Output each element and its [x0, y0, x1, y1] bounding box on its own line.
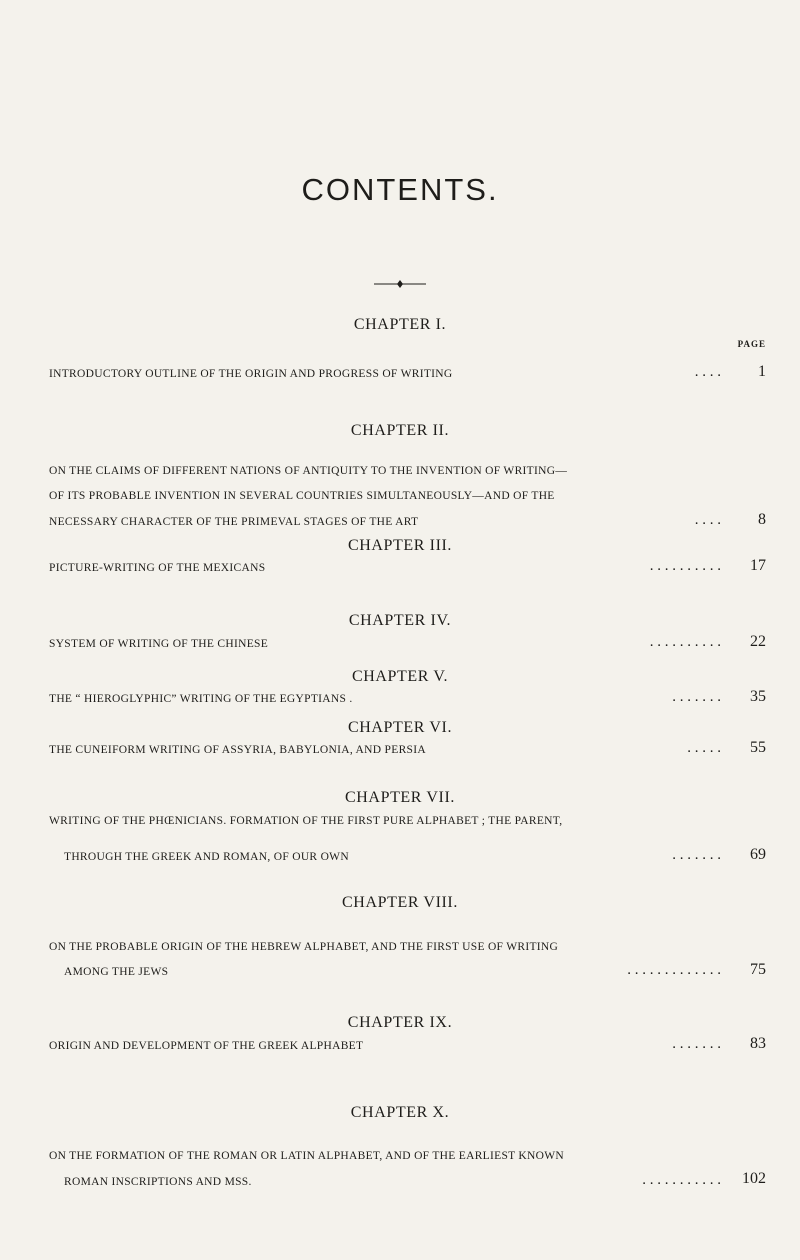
diamond-rule-ornament	[370, 278, 430, 290]
entry-text-line: PICTURE-WRITING OF THE MEXICANS . . . . . . . . . .	[49, 558, 721, 574]
dot-leaders: . . . . . . .	[672, 1036, 721, 1052]
chapter-heading: CHAPTER IX.	[347, 1014, 453, 1031]
dot-leaders: . . . . . . . . . .	[649, 634, 721, 650]
page-number: 35	[750, 688, 766, 705]
dot-leaders: . . . . .	[687, 740, 721, 756]
entry-text-line: ORIGIN AND DEVELOPMENT OF THE GREEK ALPHABET . . . . . . .	[49, 1036, 721, 1052]
chapter-heading: CHAPTER I.	[353, 316, 447, 333]
page-number: 22	[750, 633, 766, 650]
dot-leaders: . . . . . . .	[672, 847, 721, 863]
entry-text-line: AMONG THE JEWS . . . . . . . . . . . . .	[64, 962, 721, 978]
dot-leaders: . . . . . . . . . .	[649, 558, 721, 574]
page-number: 8	[758, 511, 766, 528]
entry-text-line: INTRODUCTORY OUTLINE OF THE ORIGIN AND PROGRESS OF WRITING . . . .	[49, 364, 721, 380]
page-number: 69	[750, 846, 766, 863]
entry-text-line: THE “ HIEROGLYPHIC” WRITING OF THE EGYPTIANS . . . . . . . .	[49, 689, 721, 705]
dot-leaders: . . . . . . . . . . .	[642, 1172, 721, 1188]
page-number: 17	[750, 557, 766, 574]
entry-text-line: WRITING OF THE PHŒNICIANS. FORMATION OF THE FIRST PURE ALPHABET ; THE PARENT,	[49, 815, 563, 827]
chapter-heading: CHAPTER X.	[350, 1104, 450, 1121]
chapter-heading: CHAPTER VIII.	[342, 894, 458, 911]
chapter-heading: CHAPTER II.	[350, 422, 450, 439]
dot-leaders: . . . .	[694, 364, 721, 380]
chapter-heading: CHAPTER V.	[351, 668, 449, 685]
entry-text-line: ON THE PROBABLE ORIGIN OF THE HEBREW ALPHABET, AND THE FIRST USE OF WRITING	[49, 941, 559, 953]
entry-text-line: NECESSARY CHARACTER OF THE PRIMEVAL STAGES OF THE ART . . . .	[49, 512, 721, 528]
entry-text-line: THROUGH THE GREEK AND ROMAN, OF OUR OWN . . . . . . .	[64, 847, 721, 863]
entry-text-line: ON THE FORMATION OF THE ROMAN OR LATIN ALPHABET, AND OF THE EARLIEST KNOWN	[49, 1150, 565, 1162]
entry-text-line: ROMAN INSCRIPTIONS AND MSS. . . . . . . . . . . .	[64, 1172, 721, 1188]
page-number: 75	[750, 961, 766, 978]
entry-text-line: THE CUNEIFORM WRITING OF ASSYRIA, BABYLONIA, AND PERSIA . . . . .	[49, 740, 721, 756]
page-column-header: PAGE	[737, 339, 766, 349]
dot-leaders: . . . . . . .	[672, 689, 721, 705]
dot-leaders: . . . .	[694, 512, 721, 528]
entry-text-line: OF ITS PROBABLE INVENTION IN SEVERAL COUNTRIES SIMULTANEOUSLY—AND OF THE	[49, 490, 555, 502]
dot-leaders: . . . . . . . . . . . . .	[627, 962, 721, 978]
chapter-heading: CHAPTER III.	[347, 537, 453, 554]
page-title: CONTENTS.	[301, 172, 499, 207]
entry-text-line: SYSTEM OF WRITING OF THE CHINESE . . . . . . . . . .	[49, 634, 721, 650]
entry-text-line: ON THE CLAIMS OF DIFFERENT NATIONS OF ANTIQUITY TO THE INVENTION OF WRITING—	[49, 465, 568, 477]
chapter-heading: CHAPTER VII.	[344, 789, 456, 806]
page-number: 83	[750, 1035, 766, 1052]
page-number: 1	[758, 363, 766, 380]
chapter-heading: CHAPTER IV.	[348, 612, 452, 629]
page-number: 102	[742, 1170, 766, 1187]
page-number: 55	[750, 739, 766, 756]
chapter-heading: CHAPTER VI.	[347, 719, 453, 736]
